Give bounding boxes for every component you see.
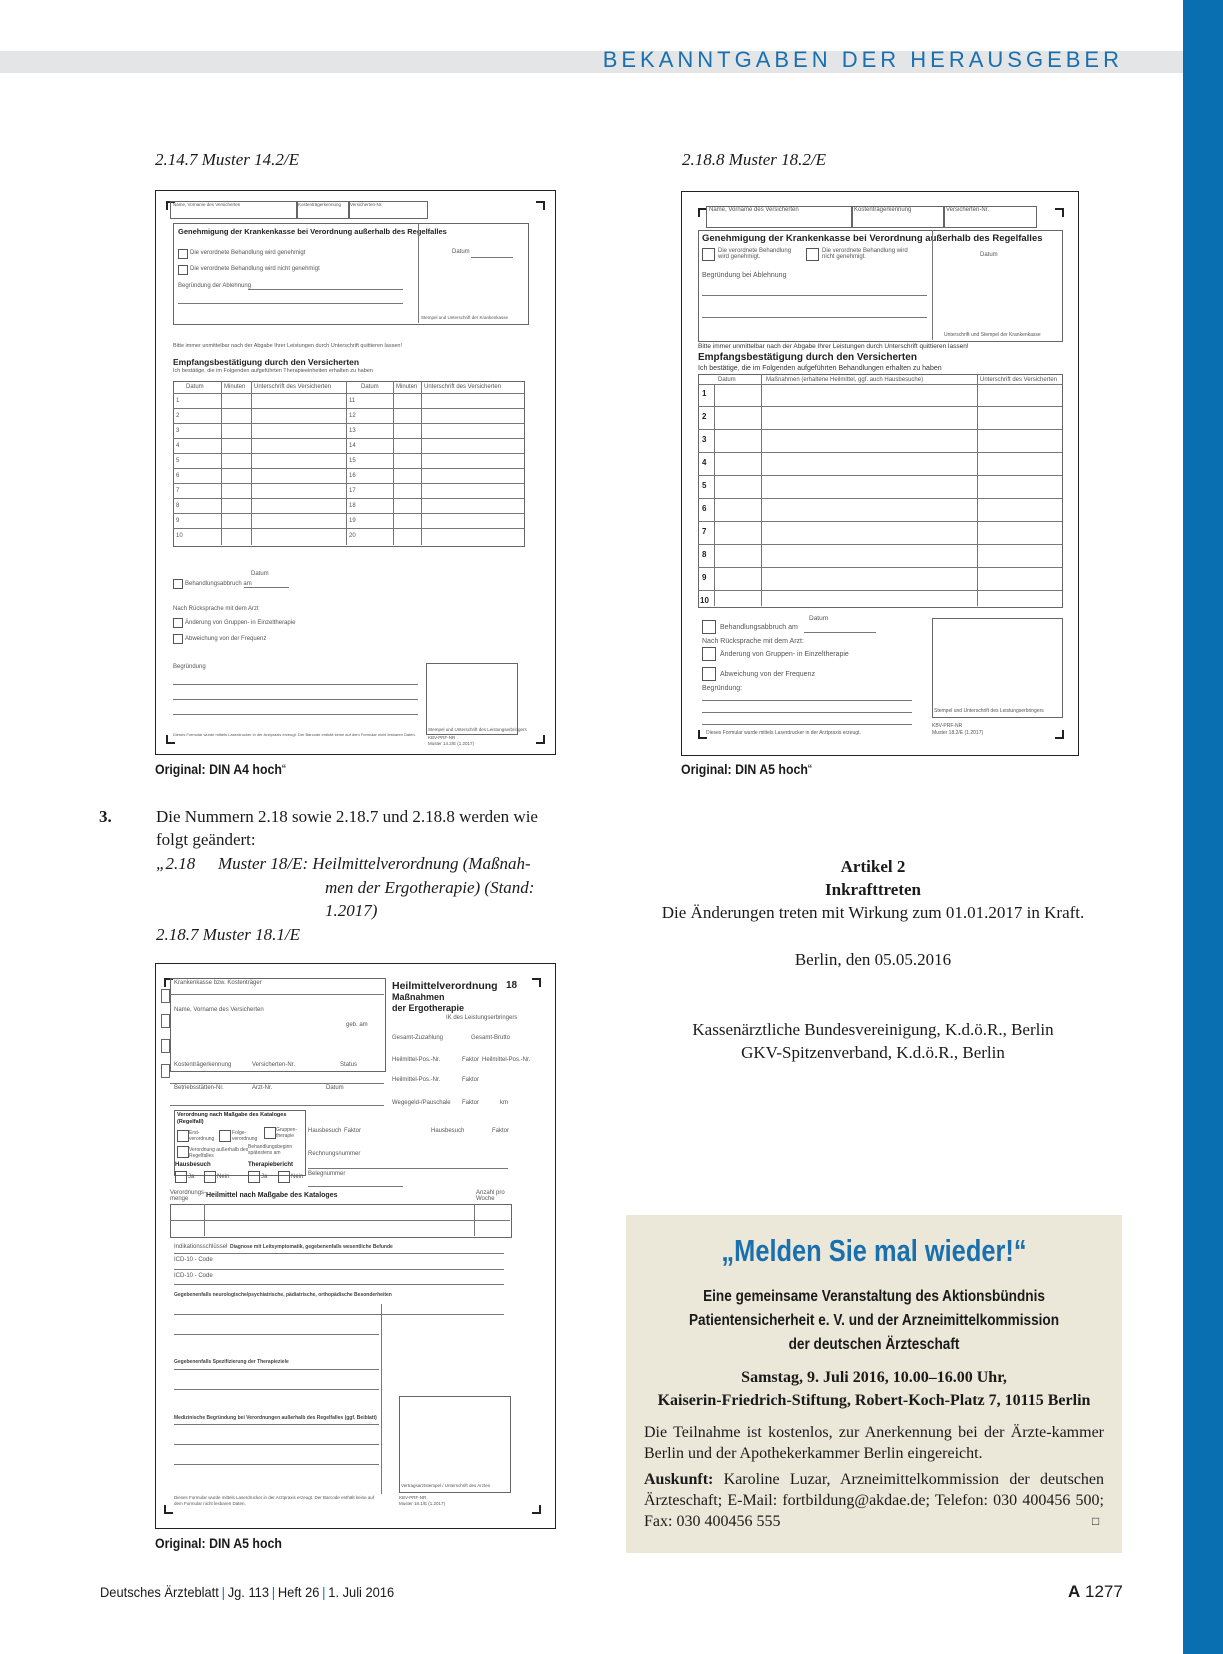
col-header: Datum	[718, 377, 736, 383]
row-number: 2	[702, 412, 707, 421]
ik-label: IK des Leistungserbringers	[446, 1015, 518, 1021]
table-line	[698, 498, 1062, 499]
name-label: Name, Vorname des Versicherten	[174, 1007, 264, 1013]
side-box	[161, 1039, 170, 1053]
stamp-lb-label: Stempel und Unterschrift des Leistungserbringers	[934, 708, 1044, 714]
status-label: Status	[340, 1062, 358, 1068]
table-line	[698, 452, 1062, 453]
menge-label: Verordnungs-menge	[170, 1190, 207, 1202]
heilmittel-label: Heilmittel nach Maßgabe des Kataloges	[206, 1192, 338, 1199]
row-number: 14	[349, 443, 356, 449]
line	[308, 1168, 508, 1169]
row-number: 13	[349, 428, 356, 434]
approved-label: Die verordnete Behandlung wird genehmigt.	[718, 248, 792, 260]
hausbesuch-label: Hausbesuch	[175, 1162, 211, 1168]
arzt-label: Arzt-Nr.	[252, 1085, 273, 1091]
line	[170, 1105, 384, 1106]
row-number: 3	[176, 428, 180, 434]
table-line	[173, 453, 524, 454]
reason-label: Begründung	[173, 664, 206, 670]
line	[174, 1444, 379, 1445]
kbv-label: KBV-PRF-NR	[932, 723, 963, 729]
promo-headline: „Melden Sie mal wieder!“	[721, 1233, 1027, 1268]
footer-note: Dieses Formular wurde mittels Laserdrucker in der Arztpraxis erzeugt.	[706, 730, 861, 736]
rejection-label: Begründung der Ablehnung	[178, 283, 252, 289]
ausserhalb-checkbox	[177, 1146, 189, 1158]
line	[174, 1284, 504, 1285]
row-number: 6	[176, 473, 180, 479]
abort-datum-label: Datum	[251, 571, 269, 577]
corner-mark	[536, 201, 545, 210]
table-line	[173, 423, 524, 424]
reason-label: Begründung:	[702, 685, 743, 692]
not-approved-checkbox	[178, 265, 188, 275]
approval-box	[698, 230, 1063, 342]
article-title: Artikel 2	[840, 857, 906, 876]
line	[702, 700, 912, 701]
line	[178, 303, 403, 304]
freq-checkbox	[702, 667, 716, 681]
hausbesuch-label3: Hausbesuch	[431, 1128, 465, 1134]
separator: |	[322, 1584, 326, 1600]
journal-issue: Heft 26	[277, 1584, 320, 1600]
datum-label: Datum	[980, 252, 998, 258]
consult-label: Nach Rücksprache mit dem Arzt:	[702, 638, 804, 645]
neuro-label: Gegebenenfalls neurologische/psychiatrische, pädiatrische, orthopädische Besonderheiten	[174, 1292, 392, 1298]
kostentraeger-label: Kostenträgerkennung	[174, 1062, 232, 1068]
side-box	[161, 989, 170, 1003]
event-announcement-box	[626, 1215, 1122, 1553]
end-mark: □	[1092, 1514, 1100, 1528]
katalog-label: Verordnung nach Maßgabe des Kataloges (Regelfall)	[177, 1112, 287, 1125]
entry-line1: Muster 18/E: Heilmittelverordnung (Maßnah-	[218, 854, 531, 873]
page-number	[1068, 1582, 1123, 1602]
row-number: 9	[176, 518, 180, 524]
corner-mark	[536, 735, 545, 744]
row-number: 4	[702, 458, 707, 467]
table-line	[421, 381, 422, 545]
brutto-label: Gesamt-Brutto	[471, 1035, 511, 1041]
table-line	[173, 528, 524, 529]
abort-label: Behandlungsabbruch am	[720, 624, 798, 631]
row-number: 20	[349, 533, 356, 539]
line	[248, 289, 403, 290]
line	[471, 257, 513, 258]
form-muster-14-2	[155, 190, 556, 755]
form3-title: Heilmittelverordnung	[392, 980, 498, 992]
not-approved-label: Die verordnete Behandlung wird nicht genehmigt.	[822, 248, 908, 260]
datum-label: Datum	[326, 1085, 344, 1091]
table-line	[173, 408, 524, 409]
row-number: 7	[176, 488, 180, 494]
line	[702, 712, 912, 713]
line	[174, 1464, 379, 1465]
promo-sub2: Patientensicherheit e. V. und der Arzneimittelkommission	[688, 1312, 1060, 1329]
freq-checkbox	[173, 634, 183, 644]
col-header: Minuten	[396, 384, 418, 390]
table-line	[714, 384, 715, 606]
entry-line3: 1.2017)	[325, 901, 378, 920]
table-line	[173, 393, 524, 394]
line	[381, 1304, 382, 1494]
row-number: 8	[176, 503, 180, 509]
form3-title3: der Ergotherapie	[392, 1003, 465, 1013]
stamp-box	[932, 618, 1063, 718]
line	[244, 587, 289, 588]
fig2-quote: “	[807, 761, 812, 777]
row-number: 18	[349, 503, 356, 509]
journal-name: Deutsches Ärzteblatt	[100, 1584, 219, 1600]
pos-label2: Heilmittel-Pos.-Nr.	[482, 1057, 531, 1063]
table-line	[977, 374, 978, 606]
abort-checkbox	[173, 579, 183, 589]
article-subtitle: Inkrafttreten	[825, 880, 921, 899]
approved-label: Die verordnete Behandlung wird genehmigt	[190, 250, 306, 256]
row-number: 11	[349, 398, 356, 404]
rechnung-label: Rechnungsnummer	[308, 1151, 361, 1157]
entry2: 2.18.7 Muster 18.1/E	[156, 925, 301, 944]
folge-checkbox	[219, 1130, 231, 1142]
table-line	[698, 406, 1062, 407]
section-title: BEKANNTGABEN DER HERAUSGEBER	[602, 47, 1123, 72]
abort-datum-label: Datum	[809, 615, 829, 622]
line	[174, 1253, 504, 1254]
muster-label: Muster 18.2/E (1.2017)	[932, 730, 984, 736]
row-number: 1	[176, 398, 180, 404]
separator: |	[221, 1584, 225, 1600]
kbv-label: KBV-PRF-NR	[399, 1495, 427, 1500]
col-header: Maßnahmen (erhaltene Heilmittel, ggf. auch Hausbesuche)	[766, 377, 924, 383]
place-date: Berlin, den 05.05.2016	[794, 950, 952, 969]
change-group-checkbox	[173, 618, 183, 628]
row-number: 10	[700, 596, 709, 605]
km-label: km	[500, 1100, 508, 1106]
journal-date: 1. Juli 2016	[328, 1584, 395, 1600]
geb-label: geb. am	[346, 1022, 368, 1028]
row-number: 19	[349, 518, 356, 524]
table-line	[698, 475, 1062, 476]
fig1-quote: “	[281, 761, 286, 777]
row-number: 4	[176, 443, 180, 449]
diagnose-label: Diagnose mit Leitsymptomatik, gegebenenfalls wesentliche Befunde	[230, 1244, 393, 1250]
not-approved-label: Die verordnete Behandlung wird nicht genehmigt	[190, 266, 320, 272]
corner-mark	[164, 1505, 173, 1514]
receipt-table	[698, 374, 1063, 608]
beginn-label: Behandlungsbeginn spätestens am	[248, 1144, 293, 1156]
icd2-label: ICD-10 - Code	[174, 1273, 213, 1279]
faktor-label: Faktor	[462, 1057, 480, 1063]
blue-sidebar	[1183, 0, 1223, 1654]
fig1-original	[155, 761, 286, 777]
corner-mark	[532, 1505, 541, 1514]
datum-label: Datum	[452, 249, 470, 255]
table-line	[173, 468, 524, 469]
beleg-label: Belegnummer	[308, 1171, 346, 1177]
kostentraeger-label: Kostenträgerkennung	[298, 202, 342, 207]
freq-label: Abweichung von der Frequenz	[185, 636, 267, 642]
section-line2: folgt geändert:	[156, 830, 256, 849]
change-group-label: Änderung von Gruppen- in Einzeltherapie	[720, 651, 849, 658]
abort-label: Behandlungsabbruch am	[185, 581, 252, 587]
ausserhalb-label: Verordnung außerhalb des Regelfalles	[189, 1147, 249, 1159]
auskunft-text: Karoline Luzar, Arzneimittelkommission der deutschen Ärzteschaft; E-Mail: fortbildung@akdae.de; Telefon: 030 400456 500; Fax: 030 400456 555	[644, 1471, 1104, 1530]
page-footer	[100, 1584, 394, 1600]
row-number: 5	[702, 481, 707, 490]
tb-nein-checkbox	[278, 1171, 290, 1183]
row-number: 12	[349, 413, 356, 419]
row-number: 7	[702, 527, 707, 536]
muster-label: Muster 18.1/E (1.2017)	[399, 1501, 446, 1506]
hausbesuch-label2: Hausbesuch	[308, 1128, 342, 1134]
table-line	[761, 374, 762, 606]
section-number: 3.	[99, 807, 112, 826]
erst-label: Erst-verordnung	[189, 1130, 215, 1142]
line	[170, 994, 384, 995]
wegegeld-label: Wegegeld-/Pauschale	[392, 1100, 451, 1106]
corner-mark	[532, 978, 541, 987]
row-number: 10	[176, 533, 183, 539]
approved-checkbox	[702, 248, 715, 261]
table-line	[698, 521, 1062, 522]
table-line	[346, 381, 347, 545]
line	[170, 1083, 384, 1084]
stamp-lb-label: Stempel und Unterschrift des Leistungserbringers	[428, 727, 527, 732]
col-header: Datum	[186, 384, 204, 390]
bericht-label: Therapiebericht	[248, 1162, 294, 1168]
promo-venue: Kaiserin-Friedrich-Stiftung, Robert-Koch-Platz 7, 10115 Berlin	[657, 1392, 1091, 1409]
col-header: Datum	[361, 384, 379, 390]
pos-label3: Heilmittel-Pos.-Nr.	[392, 1077, 441, 1083]
line	[173, 699, 418, 700]
reminder-text: Bitte immer unmittelbar nach der Abgabe Ihrer Leistungen durch Unterschrift quittieren lassen!	[173, 343, 402, 349]
stempel-label: Vertragsarztstempel / Unterschrift des Arztes	[401, 1483, 491, 1488]
hb-ja-checkbox	[175, 1171, 187, 1183]
table-line	[173, 498, 524, 499]
page-prefix: A	[1068, 1582, 1081, 1601]
table-line	[698, 384, 1062, 385]
signature-gkv: GKV-Spitzenverband, K.d.ö.R., Berlin	[741, 1043, 1005, 1062]
stamp-kk-label: Unterschrift und Stempel der Krankenkasse	[944, 332, 1041, 338]
line	[174, 1369, 379, 1370]
fig2-caption: 2.18.8 Muster 18.2/E	[682, 150, 827, 169]
approval-title: Genehmigung der Krankenkasse bei Verordnung außerhalb des Regelfalles	[702, 233, 1043, 244]
icd1-label: ICD-10 - Code	[174, 1257, 213, 1263]
faktor-label2: Faktor	[462, 1077, 480, 1083]
table-line	[698, 429, 1062, 430]
entry-line2: men der Ergotherapie) (Stand:	[325, 878, 535, 897]
auskunft-label: Auskunft:	[644, 1471, 714, 1488]
form-muster-18-1	[155, 963, 556, 1529]
corner-mark	[1055, 730, 1064, 739]
line	[804, 632, 876, 633]
form-muster-18-2	[681, 191, 1079, 756]
tb-ja-checkbox	[248, 1171, 260, 1183]
line	[174, 1424, 379, 1425]
stamp-box	[426, 663, 518, 735]
faktor-label3: Faktor	[462, 1100, 480, 1106]
table-line	[173, 438, 524, 439]
line	[702, 317, 927, 318]
change-group-checkbox	[702, 647, 716, 661]
gruppe-checkbox	[264, 1127, 276, 1139]
line	[174, 1314, 504, 1315]
table-line	[698, 567, 1062, 568]
begruendung-label: Medizinische Begründung bei Verordnungen außerhalb des Regelfalles (ggf. Beiblatt)	[174, 1415, 377, 1421]
tb-ja-label: Ja	[261, 1174, 268, 1180]
section-line1: Die Nummern 2.18 sowie 2.18.7 und 2.18.8 werden wie	[156, 807, 538, 826]
kostentraeger-label: Kostenträgerkennung	[854, 207, 912, 213]
versnr-label: Versicherten-Nr.	[252, 1062, 296, 1068]
row-number: 5	[176, 458, 180, 464]
line	[418, 223, 419, 323]
stamp-box	[399, 1396, 511, 1493]
name-label: Name, Vorname des Versicherten	[173, 202, 241, 207]
col-header: Unterschrift des Versicherten	[980, 377, 1058, 383]
row-number: 6	[702, 504, 707, 513]
line	[174, 1389, 379, 1390]
muster-label: Muster 14.2/E (1.2017)	[428, 741, 475, 746]
table-line	[251, 381, 252, 545]
approved-checkbox	[178, 249, 188, 259]
fig1-caption: 2.14.7 Muster 14.2/E	[155, 150, 300, 169]
fig2-original-text: Original: DIN A5 hoch	[681, 761, 808, 777]
table-line	[173, 513, 524, 514]
approval-box	[173, 223, 529, 325]
anzahl-label: Anzahl pro Woche	[476, 1190, 505, 1202]
receipt-title: Empfangsbestätigung durch den Versicherten	[698, 352, 917, 363]
versnr-label: Versicherten-Nr.	[350, 202, 383, 207]
row-number: 17	[349, 488, 356, 494]
hb-nein-checkbox	[204, 1171, 216, 1183]
line	[702, 295, 927, 296]
indikation-label: Indikationsschlüssel	[174, 1244, 228, 1250]
promo-sub1: Eine gemeinsame Veranstaltung des Aktionsbündnis	[703, 1288, 1045, 1305]
betrieb-label: Betriebsstätten-Nr.	[174, 1085, 224, 1091]
row-number: 3	[702, 435, 707, 444]
line	[308, 1186, 403, 1187]
promo-p1: Die Teilnahme ist kostenlos, zur Anerkennung bei der Ärzte-kammer Berlin und der Apothekerkammer Berlin eingereicht.	[644, 1424, 1104, 1462]
row-number: 1	[702, 389, 707, 398]
heilmittel-box	[170, 1204, 512, 1238]
hb-ja-label: Ja	[188, 1174, 195, 1180]
reminder-text: Bitte immer unmittelbar nach der Abgabe Ihrer Leistungen durch Unterschrift quittieren lassen!	[698, 343, 969, 350]
approval-title: Genehmigung der Krankenkasse bei Verordnung außerhalb des Regelfalles	[178, 227, 447, 236]
ziele-label: Gegebenenfalls Spezifizierung der Therapieziele	[174, 1359, 289, 1365]
line	[702, 724, 912, 725]
article-text: Die Änderungen treten mit Wirkung zum 01.01.2017 in Kraft.	[661, 903, 1085, 922]
entry-number: 2.18	[165, 854, 196, 873]
journal-volume: Jg. 113	[227, 1584, 270, 1600]
fig3-original: Original: DIN A5 hoch	[155, 1535, 282, 1551]
table-line	[393, 381, 394, 545]
table-line	[221, 381, 222, 545]
corner-mark	[1055, 208, 1064, 217]
table-line	[698, 590, 1062, 591]
line	[173, 714, 418, 715]
abort-checkbox	[702, 620, 716, 634]
footer-note: Dieses Formular wurde mittels Laserdrucker in der Arztpraxis erzeugt. Der Barcode enthält keine auf dem Formular nicht lesbaren Daten.	[173, 732, 416, 737]
line	[174, 1269, 504, 1270]
gruppe-label: Gruppen-therapie	[276, 1127, 298, 1139]
page-value: 1277	[1085, 1582, 1123, 1601]
fig1-original-text: Original: DIN A4 hoch	[155, 761, 282, 777]
promo-date: Samstag, 9. Juli 2016, 10.00–16.00 Uhr,	[741, 1369, 1007, 1386]
tb-nein-label: Nein	[291, 1174, 304, 1180]
separator: |	[271, 1584, 276, 1600]
line	[932, 230, 933, 340]
freq-label: Abweichung von der Frequenz	[720, 671, 815, 678]
line	[173, 684, 418, 685]
pos-label: Heilmittel-Pos.-Nr.	[392, 1057, 441, 1063]
promo-auskunft	[644, 1469, 1104, 1532]
receipt-title: Empfangsbestätigung durch den Versicherten	[173, 357, 360, 367]
change-group-label: Änderung von Gruppen- in Einzeltherapie	[185, 620, 296, 626]
zuzahlung-label: Gesamt-Zuzahlung	[392, 1035, 444, 1041]
hb-nein-label: Nein	[217, 1174, 230, 1180]
line	[174, 1334, 379, 1335]
rejection-label: Begründung bei Ablehnung	[702, 272, 787, 279]
row-number: 15	[349, 458, 356, 464]
erst-checkbox	[177, 1130, 189, 1142]
form3-title-no: 18	[506, 980, 518, 991]
receipt-sub: Ich bestätige, die im Folgenden aufgeführten Behandlungen erhalten zu haben	[698, 365, 942, 372]
fig2-original	[681, 761, 812, 777]
kbv-label: KBV-PRF-NR	[428, 735, 456, 740]
table-line	[173, 483, 524, 484]
signature-kbv: Kassenärztliche Bundesvereinigung, K.d.ö.R., Berlin	[692, 1020, 1054, 1039]
row-number: 8	[702, 550, 707, 559]
name-label: Name, Vorname des Versicherten	[709, 207, 799, 213]
receipt-sub: Ich bestätige, die im Folgenden aufgeführten Therapieeinheiten erhalten zu haben	[173, 368, 373, 374]
faktor-label5: Faktor	[492, 1128, 510, 1134]
entry-prefix-num	[156, 852, 195, 875]
not-approved-checkbox	[806, 248, 819, 261]
row-number: 9	[702, 573, 707, 582]
side-box	[161, 1014, 170, 1028]
folge-label: Folge-verordnung	[232, 1130, 258, 1142]
line	[170, 1220, 510, 1221]
table-line	[698, 544, 1062, 545]
form3-title2: Maßnahmen	[392, 992, 445, 1002]
col-header: Unterschrift des Versicherten	[424, 384, 502, 390]
versnr-label: Versicherten-Nr.	[946, 207, 990, 213]
row-number: 2	[176, 413, 180, 419]
entry-prefix: „	[156, 854, 166, 873]
row-number: 16	[349, 473, 356, 479]
col-header: Minuten	[224, 384, 246, 390]
col-header: Unterschrift des Versicherten	[254, 384, 332, 390]
stamp-kk-label: Stempel und Unterschrift der Krankenkasse	[421, 315, 509, 320]
promo-sub3: der deutschen Ärzteschaft	[788, 1336, 960, 1353]
side-box	[161, 1064, 170, 1078]
kasse-label: Krankenkasse bzw. Kostenträger	[174, 980, 262, 986]
faktor-label4: Faktor	[344, 1128, 362, 1134]
consult-label: Nach Rücksprache mit dem Arzt	[173, 606, 259, 612]
footer-note: Dieses Formular wurde mittels Laserdrucker in der Arztpraxis erzeugt. Der Barcode enthält keine auf dem Formular nicht lesbaren Daten.	[174, 1495, 375, 1506]
